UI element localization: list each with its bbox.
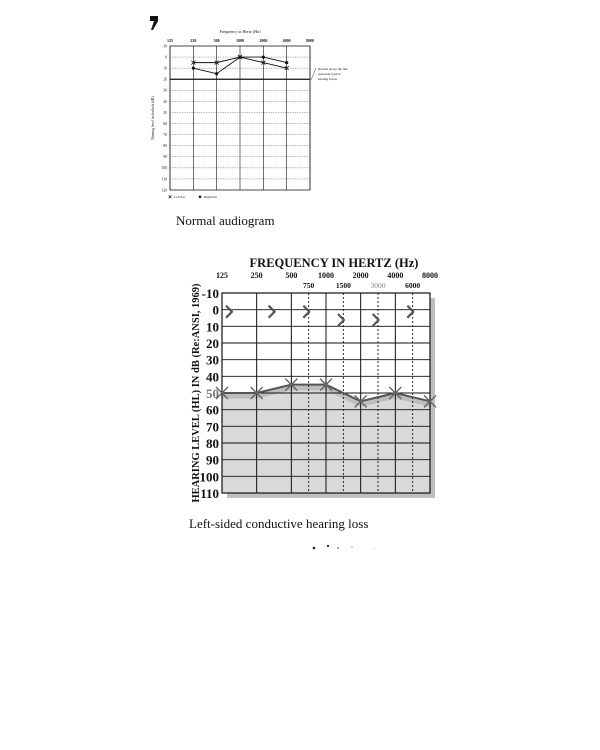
chart1-right-ear-point <box>192 67 195 70</box>
chart2-ytick-label: 80 <box>206 436 219 451</box>
chart2-ytick-label: 30 <box>206 352 219 368</box>
chart1-right-ear-point <box>285 61 288 64</box>
chart2-ytick-label: 70 <box>206 419 219 435</box>
chart1-annotation-line: represent typical <box>318 72 341 76</box>
chart1-ytick-label: 90 <box>163 155 167 160</box>
conductive-loss-audiogram-chart <box>186 250 446 506</box>
chart1-ytick-label: 40 <box>163 99 167 104</box>
chart2-ylabel: HEARING LEVEL (HL) IN dB (Re:ANSI, 1969) <box>191 283 202 503</box>
chart2-ytick-label: 100 <box>199 469 219 485</box>
chart2-xtick-inter-label: 3000 <box>370 281 386 290</box>
chart2-ytick-label: 110 <box>200 486 219 501</box>
chart1-xtick-label: 2000 <box>259 38 268 43</box>
chart2-xtick-label: 500 <box>285 271 298 280</box>
chart1-ytick-label: 50 <box>163 110 167 115</box>
chart1-ytick-label: 80 <box>163 144 167 149</box>
chart1-legend-left-symbol <box>169 195 172 198</box>
normal-audiogram-caption: Normal audiogram <box>176 213 275 228</box>
chart1-xtick-label: 125 <box>167 38 173 43</box>
chart1-title: Frequency in Hertz (Hz) <box>219 29 261 34</box>
chart1-ytick-label: 110 <box>161 177 167 182</box>
chart1-right-ear-point <box>238 55 241 58</box>
chart1-ytick-label: -10 <box>162 44 167 49</box>
chart2-xtick-label: 1000 <box>318 271 334 280</box>
chart2-title: FREQUENCY IN HERTZ (Hz) <box>249 256 419 270</box>
chart1-xtick-label: 1000 <box>236 38 244 43</box>
chart1-legend-left-label: Left Ear <box>174 195 186 199</box>
scan-specks <box>308 540 388 552</box>
chart1-right-ear-point <box>262 55 265 58</box>
conductive-loss-caption: Left-sided conductive hearing loss <box>189 516 369 531</box>
chart2-ytick-label: -10 <box>201 286 219 301</box>
chart2-ytick-label: 10 <box>206 319 219 335</box>
chart1-xtick-label: 4000 <box>282 38 291 43</box>
chart1-xtick-label: 8000 <box>306 38 314 43</box>
chart1-annotation-line: hearing levels <box>318 77 337 81</box>
chart2-ytick-label: 40 <box>206 369 219 385</box>
chart1-annotation-leader <box>311 68 316 80</box>
chart2-xtick-label: 125 <box>216 271 228 280</box>
chart2-ytick-label: 60 <box>206 402 219 418</box>
chart1-ytick-label: 120 <box>161 188 167 193</box>
chart2-xtick-label: 8000 <box>422 271 438 280</box>
chart2-xtick-inter-label: 1500 <box>335 281 351 290</box>
chart1-right-ear-point <box>215 72 218 75</box>
chart1-annotation-line: Results above the line <box>318 67 348 71</box>
normal-audiogram-chart <box>140 24 380 206</box>
chart1-ytick-label: 0 <box>165 55 167 60</box>
chart2-ytick-label: 0 <box>212 302 219 318</box>
chart2-ytick-label: 90 <box>206 452 219 468</box>
chart2-xtick-label: 4000 <box>387 271 404 280</box>
chart2-xtick-label: 2000 <box>352 271 369 280</box>
chart1-xtick-label: 500 <box>213 38 220 43</box>
chart2-xtick-inter-label: 6000 <box>405 281 421 290</box>
chart2-ytick-label: 50 <box>206 386 219 401</box>
chart2-xtick-inter-label: 750 <box>303 281 315 290</box>
chart1-ytick-label: 10 <box>163 66 167 71</box>
chart1-legend-right-symbol <box>199 196 202 199</box>
chart1-ytick-label: 20 <box>163 77 167 82</box>
chart2-ytick-label: 20 <box>206 336 219 351</box>
chart1-ytick-label: 70 <box>163 133 167 138</box>
chart2-xtick-label: 250 <box>250 271 263 280</box>
chart1-xtick-label: 250 <box>190 38 197 43</box>
chart1-ytick-label: 60 <box>163 121 167 126</box>
chart1-ylabel: Hearing level in decibels (dB) <box>151 96 155 140</box>
chart1-legend-right-label: Right Ear <box>204 195 218 199</box>
chart1-ytick-label: 100 <box>161 166 167 171</box>
chart1-ytick-label: 30 <box>163 88 167 93</box>
